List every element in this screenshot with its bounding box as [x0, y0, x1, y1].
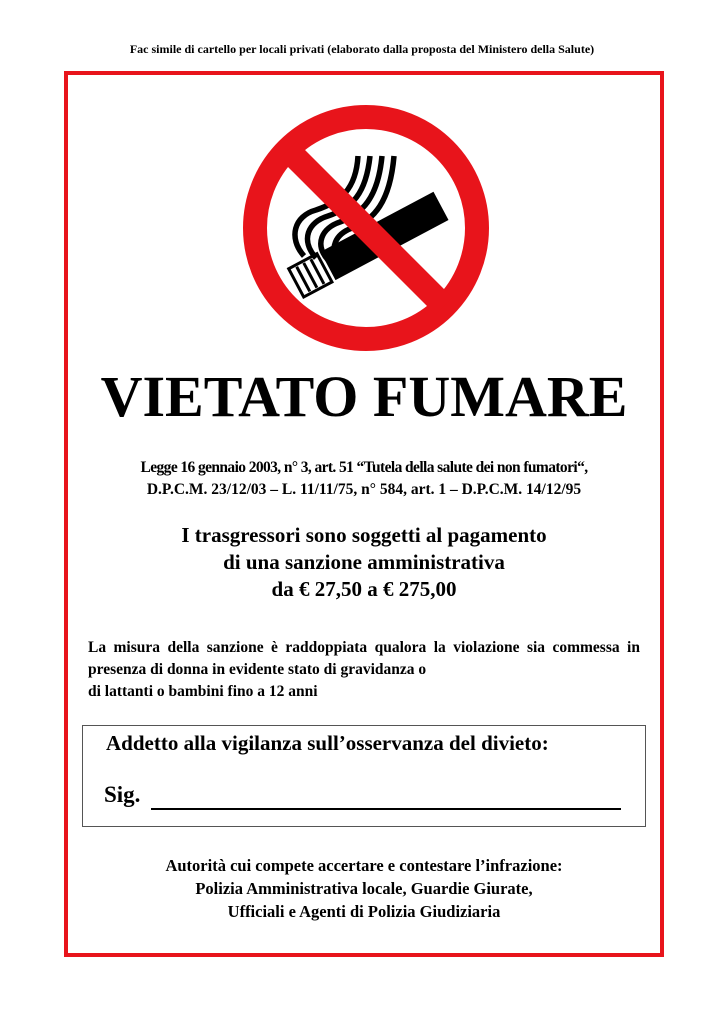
no-smoking-icon [236, 98, 496, 358]
doubled-fine-text: La misura della sanzione è raddoppiata qualora la violazione sia commessa in presenza di donna in evidente stato di gravidanza o [88, 639, 640, 678]
fine-line-1: I trasgressori sono soggetti al pagamento [181, 523, 547, 547]
doubled-fine-text-end: di lattanti o bambini fino a 12 anni [88, 683, 318, 700]
law-reference-line-1: Legge 16 gennaio 2003, n° 3, art. 51 “Tutela della salute dei non fumatori“, [140, 459, 588, 476]
authority-statement [68, 854, 660, 923]
authority-line-3: Ufficiali e Agenti di Polizia Giudiziaria [227, 902, 501, 921]
law-reference [68, 457, 660, 501]
fine-line-2: di una sanzione amministrativa [223, 550, 505, 574]
sign-title: VIETATO FUMARE [100, 364, 628, 429]
fine-amount: da € 27,50 a € 275,00 [271, 577, 457, 601]
doubled-fine-note [88, 637, 640, 703]
signature-label: Sig. [104, 782, 141, 807]
authority-line-2: Polizia Amministrativa locale, Guardie Giurate, [195, 879, 533, 898]
authority-line-1: Autorità cui compete accertare e contestare l’infrazione: [165, 856, 563, 875]
law-reference-line-2: D.P.C.M. 23/12/03 – L. 11/11/75, n° 584, art. 1 – D.P.C.M. 14/12/95 [146, 481, 582, 498]
warden-title: Addetto alla vigilanza sull’osservanza del divieto: [106, 731, 549, 755]
header-note: Fac simile di cartello per locali privati (elaborato dalla proposta del Ministero della Salute) [129, 42, 595, 56]
sign-frame [64, 71, 664, 957]
signature-line [151, 808, 621, 810]
fine-statement [68, 522, 660, 603]
warden-box [82, 725, 646, 827]
